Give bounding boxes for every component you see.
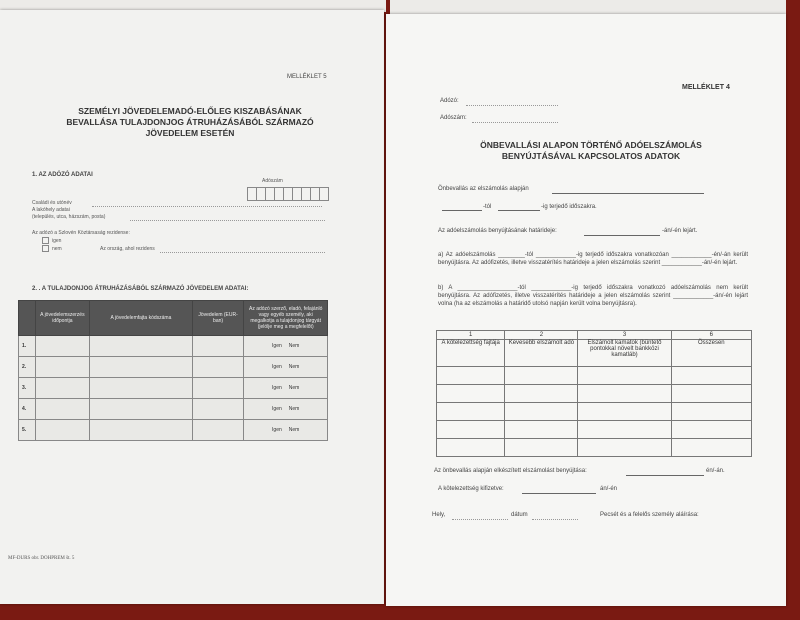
income-cell[interactable] [192, 336, 244, 357]
settlement-basis-label: Önbevallás az elszámolás alapján [438, 186, 529, 192]
section-1-title: 1. AZ ADÓZÓ ADATAI [32, 172, 93, 178]
col-number: 6 [671, 331, 751, 340]
income-cell[interactable] [192, 399, 244, 420]
period-to-field[interactable] [498, 210, 540, 211]
income-cell[interactable] [192, 357, 244, 378]
address-field[interactable] [130, 220, 325, 221]
row-number: 4. [19, 399, 36, 420]
table-cell[interactable] [578, 421, 671, 439]
address-field-sublabel: (település, utca, házszám, posta) [32, 214, 106, 220]
table-header-code: A jövedelemfajta kódszáma [90, 301, 193, 336]
no-option[interactable]: Nem [288, 406, 300, 412]
yes-option[interactable]: Igen [272, 406, 282, 412]
table-cell[interactable] [578, 367, 671, 385]
date-cell[interactable] [35, 378, 89, 399]
deadline-field[interactable] [584, 235, 660, 236]
role-cell[interactable] [244, 378, 328, 399]
address-field-label: A lakóhely adatai [32, 207, 70, 213]
col-number: 3 [578, 331, 671, 340]
tax-number-label: Adószám: [440, 115, 467, 121]
table-cell[interactable] [578, 403, 671, 421]
row-number: 1. [19, 336, 36, 357]
deadline-suffix: -án/-én lejárt. [662, 228, 698, 234]
date-cell[interactable] [35, 357, 89, 378]
place-field[interactable] [452, 519, 508, 520]
country-field[interactable] [160, 252, 325, 253]
table-cell[interactable] [505, 385, 578, 403]
table-cell[interactable] [671, 403, 751, 421]
submission-date-field[interactable] [626, 475, 704, 476]
form-sheet-annex-4 [386, 14, 786, 606]
tax-number-field[interactable] [472, 122, 558, 123]
residence-no-label: nem [52, 245, 62, 252]
role-cell[interactable] [244, 399, 328, 420]
tax-settlement-table [436, 330, 752, 457]
form-title-line-2: BEVALLÁSA TULAJDONJOG ÁTRUHÁZÁSÁBÓL SZÁRMAZÓ [66, 117, 314, 127]
table-header-num [19, 301, 36, 336]
form-title-line-2: BENYÚJTÁSÁVAL KAPCSOLATOS ADATOK [501, 151, 681, 161]
table-cell[interactable] [505, 367, 578, 385]
table-cell[interactable] [578, 385, 671, 403]
date-cell[interactable] [35, 399, 89, 420]
checkbox-yes[interactable] [42, 237, 49, 244]
paid-label: A kötelezettség kifizetve: [438, 486, 504, 492]
row-number: 5. [19, 420, 36, 441]
period-to-suffix: -ig terjedő időszakra. [541, 204, 597, 210]
residence-yes-option[interactable] [42, 237, 61, 244]
table-cell[interactable] [505, 421, 578, 439]
footer-form-code: MF-DURS obr. DOHPREM št. 5 [8, 556, 75, 561]
table-row [19, 378, 328, 399]
col-header-liability-type: A kötelezettség fajtája [437, 340, 505, 367]
code-cell[interactable] [90, 420, 193, 441]
table-cell[interactable] [671, 421, 751, 439]
table-cell[interactable] [437, 367, 505, 385]
annex-label: MELLÉKLET 5 [287, 74, 327, 80]
form-title-line-1: SZEMÉLYI JÖVEDELEMADÓ-ELŐLEG KISZABÁSÁNAK [78, 106, 302, 116]
table-header-role: Az adózó szerző, eladó, felajánló vagy egyéb személy, aki megalkotja a tulajdonjog tárgyát (jelölje meg a megfelelőt) [244, 301, 328, 336]
code-cell[interactable] [90, 357, 193, 378]
col-header-less-tax: Kevesebb elszámolt adó [505, 340, 578, 367]
yes-option[interactable]: Igen [272, 385, 282, 391]
table-row [437, 403, 752, 421]
no-option[interactable]: Nem [288, 427, 300, 433]
form-title [60, 106, 320, 139]
residence-question: Az adózó a Szlovén Köztársaság rezidense: [32, 230, 130, 236]
table-cell[interactable] [437, 421, 505, 439]
yes-option[interactable]: Igen [272, 364, 282, 370]
table-row [437, 439, 752, 457]
form-title [446, 140, 736, 162]
form-title-line-3: JÖVEDELEM ESETÉN [145, 128, 235, 138]
table-row [19, 357, 328, 378]
income-cell[interactable] [192, 420, 244, 441]
settlement-basis-field[interactable] [552, 193, 704, 194]
table-cell[interactable] [671, 439, 751, 457]
table-cell[interactable] [671, 367, 751, 385]
name-field-label: Családi és utónév [32, 200, 72, 206]
deadline-label: Az adóelszámolás benyújtásának határideje: [438, 228, 557, 234]
date-label: dátum [511, 512, 528, 518]
code-cell[interactable] [90, 399, 193, 420]
no-option[interactable]: Nem [288, 343, 300, 349]
no-option[interactable]: Nem [288, 385, 300, 391]
background-page-strip-right [390, 0, 786, 14]
section-2-title: 2. . A TULAJDONJOG ÁTRUHÁZÁSÁBÓL SZÁRMAZÓ JÖVEDELEM ADATAI: [32, 286, 249, 292]
tax-number-label: Adószám [262, 178, 283, 184]
name-field[interactable] [92, 206, 322, 207]
paragraph-b: b) A __________________-tól ____________-ig terjedő időszakra vonatkozó adóelszámolás nem került benyújtásra. Az adófizetés, illetve visszatérítés határideje a jelen elszámolás szerint ____________-án/-én lejárt volna (ha az elszámolás a határidő utolsó napján került volna benyújtásra). [438, 285, 748, 307]
date-cell[interactable] [35, 336, 89, 357]
date-cell[interactable] [35, 420, 89, 441]
table-cell[interactable] [671, 385, 751, 403]
table-header-date: A jövedelemszerzés időpontja [35, 301, 89, 336]
table-header-income: Jövedelem (EUR-ban) [192, 301, 244, 336]
table-row [19, 399, 328, 420]
col-header-interest: Elszámolt kamatok (büntető pontokkal növelt bankközi kamatláb) [578, 340, 671, 367]
table-cell[interactable] [505, 439, 578, 457]
checkbox-no[interactable] [42, 245, 49, 252]
table-cell[interactable] [437, 439, 505, 457]
no-option[interactable]: Nem [288, 364, 300, 370]
table-cell[interactable] [437, 403, 505, 421]
col-number: 2 [505, 331, 578, 340]
taxpayer-label: Adózó: [440, 98, 459, 104]
table-row [437, 385, 752, 403]
period-from-suffix: -tól [483, 204, 492, 210]
role-cell[interactable] [244, 357, 328, 378]
paid-date-field[interactable] [522, 493, 596, 494]
code-cell[interactable] [90, 336, 193, 357]
table-cell[interactable] [437, 385, 505, 403]
col-header-total: Összesen [671, 340, 751, 367]
paid-suffix: án/-én [600, 486, 618, 492]
place-label: Hely, [432, 512, 446, 518]
table-row [19, 336, 328, 357]
taxpayer-field[interactable] [466, 105, 558, 106]
submission-suffix: én/-án. [706, 468, 725, 474]
role-cell[interactable] [244, 336, 328, 357]
residence-yes-label: igen [52, 237, 62, 244]
row-number: 2. [19, 357, 36, 378]
submission-label: Az önbevallás alapján elkészített elszámolást benyújtása: [434, 468, 587, 474]
form-sheet-annex-5 [0, 10, 384, 604]
income-cell[interactable] [192, 378, 244, 399]
form-title-line-1: ÖNBEVALLÁSI ALAPON TÖRTÉNŐ ADÓELSZÁMOLÁS [480, 140, 702, 150]
table-row [437, 367, 752, 385]
role-cell[interactable] [244, 420, 328, 441]
row-number: 3. [19, 378, 36, 399]
annex-label: MELLÉKLET 4 [682, 84, 730, 91]
col-number: 1 [437, 331, 505, 340]
seal-signature-label: Pecsét és a felelős személy aláírása: [600, 512, 699, 518]
residence-no-option[interactable] [42, 245, 62, 252]
paragraph-a: a) Az adóelszámolás ________-tól ____________-ig terjedő időszakra vonatkozóan ____________-én/-án került benyújtásra. Az adófizetés, illetve visszatérítés határideje a jelen elszámolás szerint ____________-án/-én lejárt. [438, 252, 748, 266]
period-from-field[interactable] [442, 210, 482, 211]
yes-option[interactable]: Igen [272, 343, 282, 349]
tax-number-boxes[interactable] [248, 187, 329, 201]
table-cell[interactable] [578, 439, 671, 457]
yes-option[interactable]: Igen [272, 427, 282, 433]
income-table [18, 300, 328, 441]
date-field[interactable] [532, 519, 578, 520]
table-cell[interactable] [505, 403, 578, 421]
code-cell[interactable] [90, 378, 193, 399]
table-row [437, 421, 752, 439]
country-label: Az ország, ahol rezidens [100, 246, 155, 252]
table-row [19, 420, 328, 441]
